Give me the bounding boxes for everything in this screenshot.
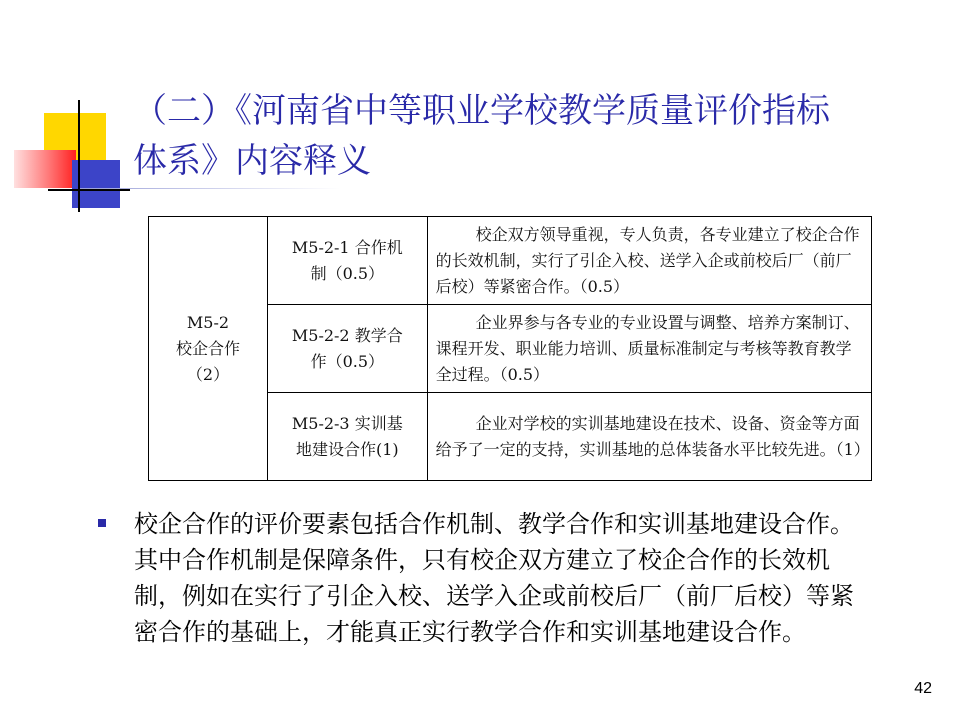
table-row bbox=[149, 217, 872, 305]
decor-red-gradient-bar bbox=[14, 150, 76, 188]
decor-vertical-line bbox=[78, 100, 80, 212]
item-cell bbox=[267, 305, 427, 393]
item-label-line1: M5-2-1 合作机 bbox=[291, 237, 403, 257]
list-item bbox=[96, 506, 876, 650]
item-cell bbox=[267, 393, 427, 481]
decor-title-underline bbox=[80, 188, 340, 189]
item-description: 企业对学校的实训基地建设在技术、设备、资金等方面给予了一定的支持，实训基地的总体装备水平比较先进。（1） bbox=[427, 393, 871, 481]
group-cell bbox=[149, 217, 268, 481]
slide-title-line1: （二）《河南省中等职业学校教学质量评价指标 bbox=[133, 91, 830, 131]
square-bullet-icon bbox=[98, 519, 106, 527]
bullet-list bbox=[96, 506, 876, 650]
criteria-table bbox=[148, 216, 872, 481]
bullet-text: 校企合作的评价要素包括合作机制、教学合作和实训基地建设合作。其中合作机制是保障条件，只有校企双方建立了校企合作的长效机制，例如在实行了引企入校、送学入企或前校后厂（前厂后校）等紧密合作的基础上，才能真正实行教学合作和实训基地建设合作。 bbox=[134, 510, 854, 646]
decor-horizontal-line bbox=[48, 189, 130, 191]
item-description: 企业界参与各专业的专业设置与调整、培养方案制订、课程开发、职业能力培训、质量标准制定与考核等教育教学全过程。（0.5） bbox=[427, 305, 871, 393]
group-name: 校企合作 bbox=[175, 338, 240, 358]
item-label-line1: M5-2-2 教学合 bbox=[291, 325, 403, 345]
group-score: （2） bbox=[186, 364, 230, 384]
group-code: M5-2 bbox=[186, 312, 230, 332]
item-label-line1: M5-2-3 实训基 bbox=[291, 413, 403, 433]
page-number: 42 bbox=[914, 680, 932, 697]
item-label-line2: 制（0.5） bbox=[310, 263, 385, 283]
slide-title-line2: 体系》内容释义 bbox=[133, 141, 371, 181]
item-label-line2: 地建设合作(1) bbox=[295, 439, 399, 459]
item-description: 校企双方领导重视，专人负责，各专业建立了校企合作的长效机制，实行了引企入校、送学入企或前校后厂（前厂后校）等紧密合作。（0.5） bbox=[427, 217, 871, 305]
slide-title bbox=[133, 86, 933, 186]
item-label-line2: 作（0.5） bbox=[310, 351, 385, 371]
item-cell bbox=[267, 217, 427, 305]
